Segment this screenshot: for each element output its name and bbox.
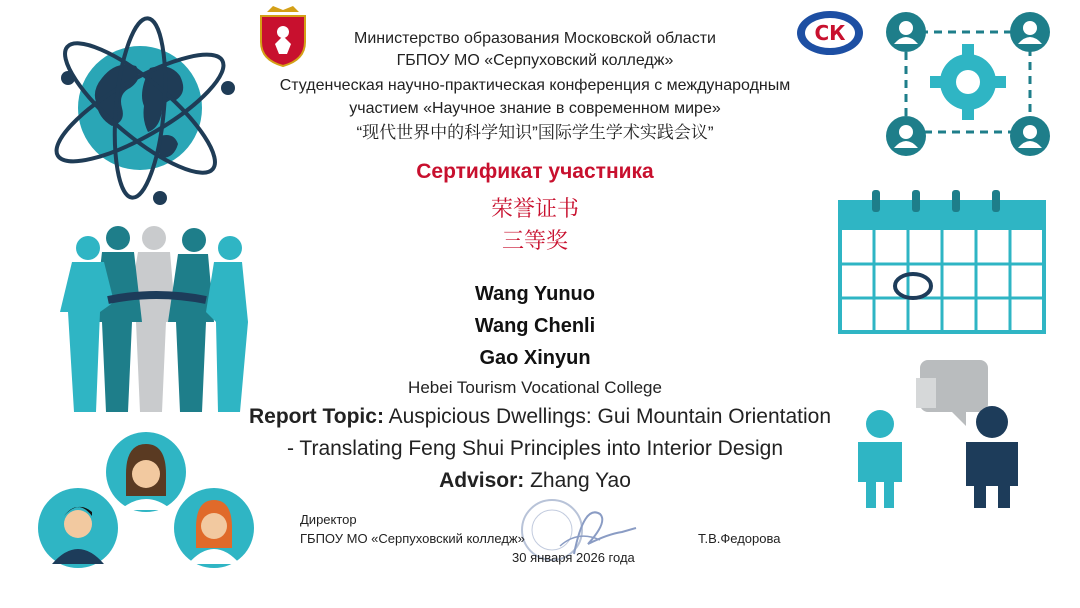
director-name: Т.В.Федорова — [698, 531, 781, 546]
advisor-name: Zhang Yao — [524, 469, 631, 492]
award-level: 三等奖 — [501, 228, 568, 253]
conference-line-cn: “现代世界中的科学知识”国际学生学术实践会议” — [356, 123, 714, 142]
report-topic — [180, 405, 900, 429]
ministry-line: Министерство образования Московской области — [354, 30, 716, 47]
certificate-title-cn: 荣誉证书 — [490, 196, 579, 221]
issue-date: 30 января 2026 года — [512, 550, 635, 565]
participant-name: Gao Xinyun — [479, 347, 591, 369]
logo-text: СК — [814, 21, 846, 45]
report-topic-line1: Auspicious Dwellings: Gui Mountain Orientation — [383, 405, 831, 428]
certificate-title: Сертификат участника — [416, 160, 654, 183]
report-topic-line2: - Translating Feng Shui Principles into Interior Design — [286, 437, 784, 460]
advisor — [190, 469, 880, 493]
advisor-label: Advisor: — [439, 469, 525, 492]
conference-line-2: участием «Научное знание в современном мире» — [349, 100, 721, 117]
participant-name: Wang Chenli — [474, 315, 596, 337]
report-topic-label: Report Topic: — [249, 405, 384, 428]
college-name: Hebei Tourism Vocational College — [408, 378, 662, 397]
director-role: Директор — [300, 512, 357, 527]
college-line: ГБПОУ МО «Серпуховский колледж» — [396, 52, 674, 69]
network-gear-illustration — [880, 8, 1060, 164]
participant-name: Wang Yunuo — [475, 283, 595, 305]
conference-line: Студенческая научно-практическая конференция с международным — [279, 77, 791, 94]
director-org: ГБПОУ МО «Серпуховский колледж» — [300, 531, 525, 546]
